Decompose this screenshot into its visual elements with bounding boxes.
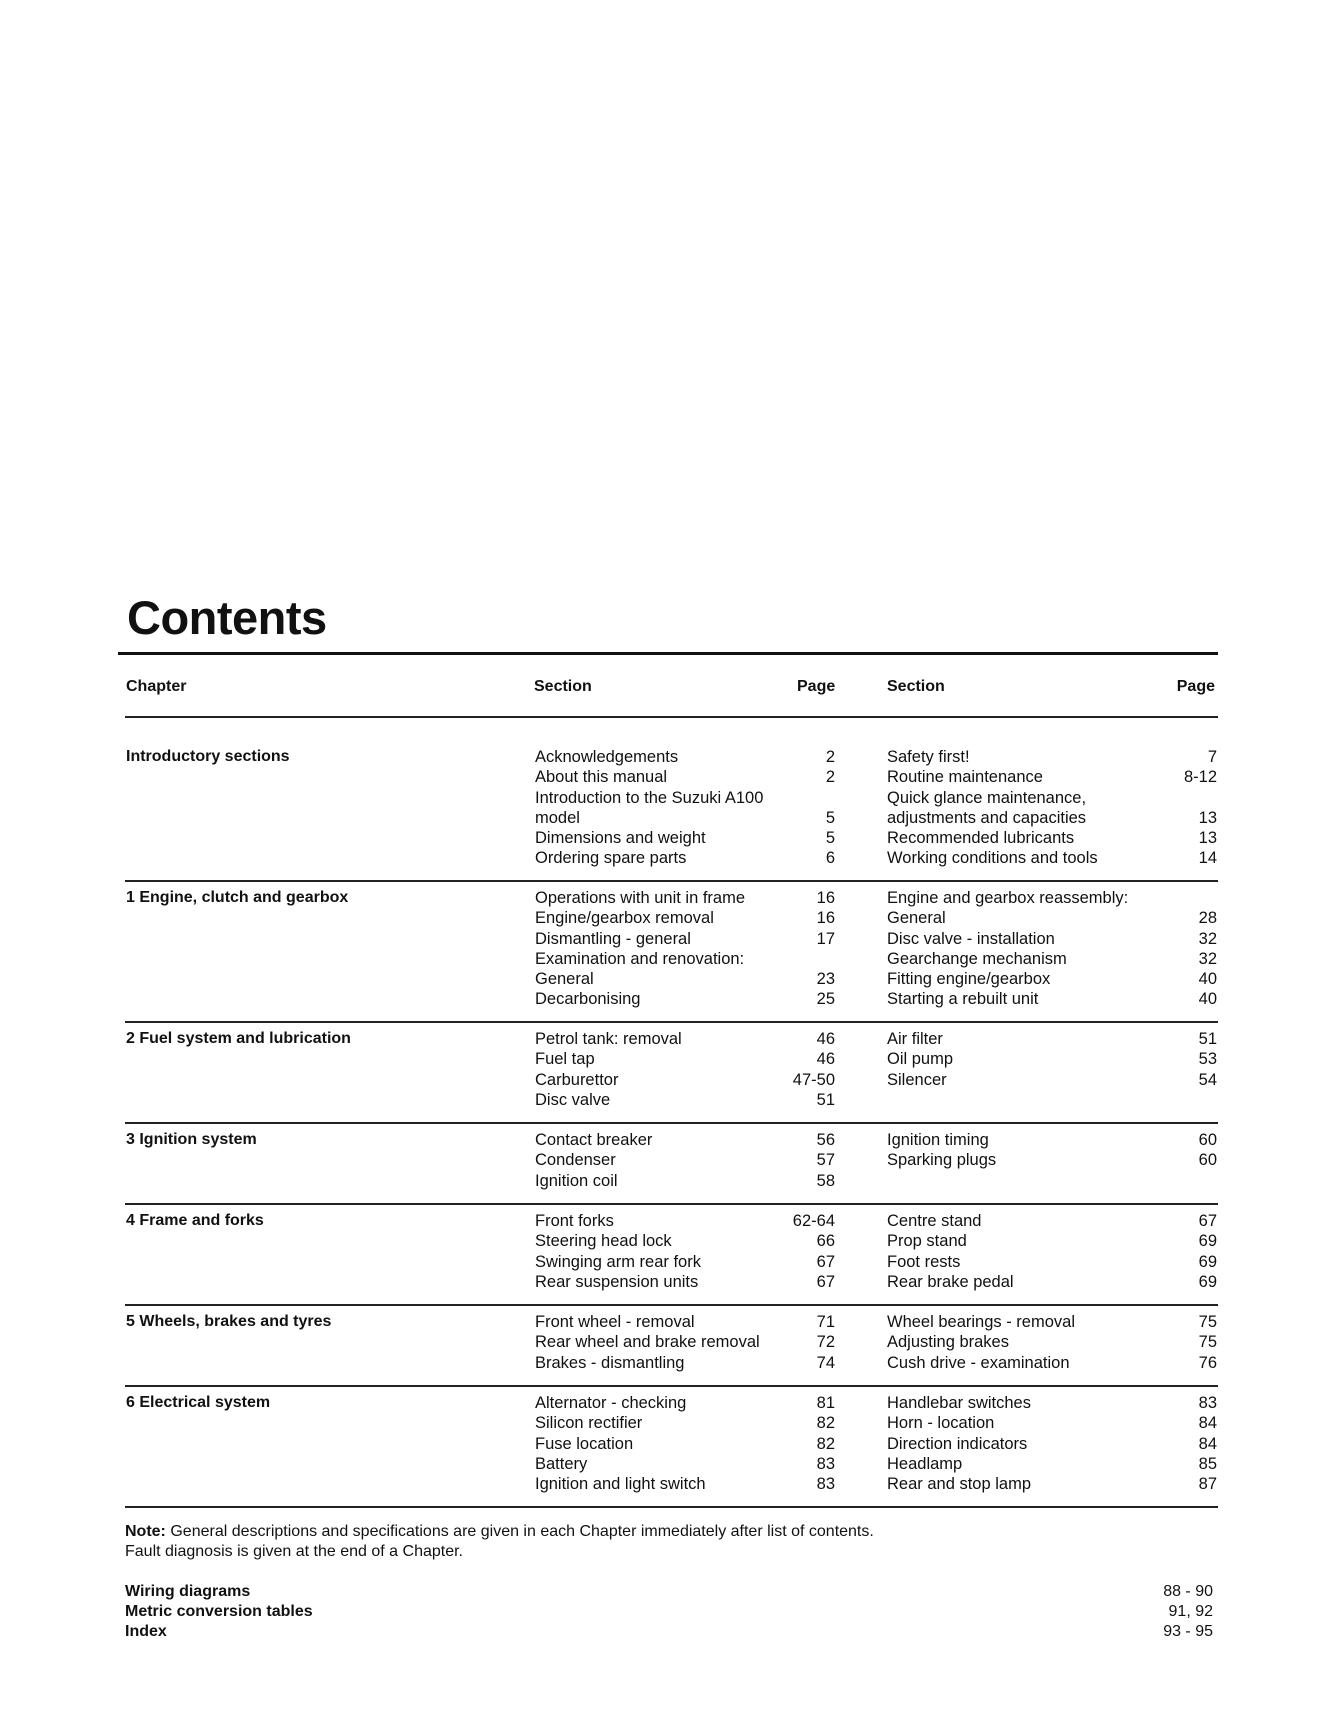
toc-entry[interactable] <box>887 1272 1217 1292</box>
toc-entry-page: 46 <box>816 1050 835 1069</box>
chapter-label: 6 Electrical system <box>126 1394 271 1411</box>
appendix-entry[interactable] <box>125 1582 1218 1602</box>
toc-entry-page: 83 <box>1198 1394 1217 1412</box>
toc-entry-label: Introduction to the Suzuki A100 <box>535 788 764 807</box>
section-column-left <box>535 1130 835 1191</box>
toc-entry-page: 72 <box>816 1333 835 1352</box>
toc-entry[interactable] <box>535 989 835 1009</box>
chapter-divider <box>125 1304 1218 1306</box>
toc-entry-label: Rear suspension units <box>535 1272 699 1291</box>
toc-entry-label: Carburettor <box>535 1070 619 1089</box>
toc-entry[interactable] <box>887 1332 1217 1352</box>
section-column-right <box>887 1211 1217 1292</box>
toc-entry[interactable] <box>887 788 1217 808</box>
toc-entry[interactable] <box>535 1393 835 1413</box>
toc-entry-page: 14 <box>1198 849 1217 868</box>
toc-entry[interactable] <box>535 1353 835 1373</box>
toc-entry-label: Centre stand <box>887 1212 982 1230</box>
toc-entry[interactable] <box>887 1150 1217 1170</box>
toc-entry[interactable] <box>887 1231 1217 1251</box>
toc-entry-label: Engine and gearbox reassembly: <box>887 889 1129 907</box>
toc-entry-page: 67 <box>816 1272 835 1291</box>
toc-entry-label: Fuel tap <box>535 1050 595 1069</box>
appendix-list <box>125 1582 1218 1642</box>
toc-entry-page: 25 <box>816 990 835 1009</box>
header-section-right: Section <box>887 678 945 695</box>
toc-entry-page: 13 <box>1198 808 1217 827</box>
toc-entry-page: 87 <box>1198 1475 1217 1494</box>
toc-entry[interactable] <box>887 908 1217 928</box>
toc-entry[interactable] <box>535 808 835 828</box>
toc-entry-label: Cush drive - examination <box>887 1353 1070 1372</box>
appendix-entry-page: 93 - 95 <box>1163 1623 1213 1640</box>
toc-entry-label: Foot rests <box>887 1252 961 1271</box>
toc-entry-label: Rear brake pedal <box>887 1272 1014 1291</box>
toc-entry-page: 67 <box>816 1252 835 1271</box>
toc-entry-page: 17 <box>816 929 835 948</box>
toc-entry-label: Routine maintenance <box>887 768 1043 787</box>
toc-entry[interactable] <box>887 1413 1217 1433</box>
section-column-right <box>887 1312 1217 1373</box>
chapter-label: 2 Fuel system and lubrication <box>126 1030 351 1047</box>
toc-entry[interactable] <box>535 1272 835 1292</box>
toc-entry-page: 46 <box>816 1030 835 1048</box>
toc-entry-page: 56 <box>816 1131 835 1149</box>
toc-entry-page: 16 <box>816 889 835 907</box>
toc-entry-label: model <box>535 808 580 827</box>
toc-entry-label: Alternator - checking <box>535 1394 687 1412</box>
section-column-right <box>887 1130 1217 1171</box>
appendix-entry-page: 91, 92 <box>1168 1603 1213 1620</box>
toc-entry[interactable] <box>887 929 1217 949</box>
section-column-left <box>535 1029 835 1110</box>
section-column-left <box>535 1312 835 1373</box>
toc-entry-page: 51 <box>1198 1030 1217 1048</box>
toc-entry-page: 74 <box>816 1353 835 1372</box>
toc-entry[interactable] <box>535 888 835 908</box>
toc-entry-label: Examination and renovation: <box>535 949 745 968</box>
toc-entry-page: 82 <box>816 1434 835 1453</box>
toc-entry[interactable] <box>535 949 835 969</box>
chapter-divider <box>125 1203 1218 1205</box>
chapter-label: 3 Ignition system <box>126 1131 257 1148</box>
chapter-label: Introductory sections <box>126 748 290 765</box>
toc-entry-label: Disc valve <box>535 1090 611 1109</box>
toc-entry-label: Petrol tank: removal <box>535 1030 682 1048</box>
toc-entry[interactable] <box>535 1434 835 1454</box>
toc-entry[interactable] <box>887 1130 1217 1150</box>
toc-entry-label: Working conditions and tools <box>887 849 1098 868</box>
toc-entry-label: Acknowledgements <box>535 748 679 766</box>
toc-entry-page: 83 <box>816 1475 835 1494</box>
appendix-entry-page: 88 - 90 <box>1163 1583 1213 1600</box>
chapter-divider <box>125 1021 1218 1023</box>
toc-entry-page: 53 <box>1198 1050 1217 1069</box>
toc-entry-page: 69 <box>1198 1232 1217 1251</box>
toc-entry[interactable] <box>887 848 1217 868</box>
section-column-left <box>535 888 835 1010</box>
toc-entry-page: 40 <box>1198 970 1217 989</box>
toc-entry-page: 13 <box>1198 829 1217 848</box>
toc-entry-label: General <box>887 909 946 928</box>
section-column-left <box>535 1211 835 1292</box>
toc-entry-page: 7 <box>1207 748 1217 766</box>
toc-entry-page: 83 <box>816 1454 835 1473</box>
toc-entry[interactable] <box>535 929 835 949</box>
toc-entry[interactable] <box>535 767 835 787</box>
note-line-2: Fault diagnosis is given at the end of a Chapter. <box>125 1543 463 1560</box>
toc-entry[interactable] <box>887 949 1217 969</box>
toc-entry[interactable] <box>535 1070 835 1090</box>
toc-entry[interactable] <box>535 1130 835 1150</box>
section-column-left <box>535 1393 835 1494</box>
toc-entry-label: Prop stand <box>887 1232 967 1251</box>
toc-entry[interactable] <box>887 1070 1217 1090</box>
toc-entry-page: 5 <box>825 829 835 848</box>
toc-entry-label: Ordering spare parts <box>535 849 687 868</box>
toc-entry[interactable] <box>887 1454 1217 1474</box>
toc-entry[interactable] <box>535 1090 835 1110</box>
toc-entry-label: Silencer <box>887 1070 947 1089</box>
toc-entry-label: Horn - location <box>887 1414 995 1433</box>
toc-entry[interactable] <box>887 1474 1217 1494</box>
toc-entry-label: Ignition timing <box>887 1131 989 1149</box>
toc-entry-page: 54 <box>1198 1070 1217 1089</box>
toc-entry-label: Gearchange mechanism <box>887 949 1067 968</box>
toc-entry-label: Dimensions and weight <box>535 829 706 848</box>
toc-entry-page: 16 <box>816 909 835 928</box>
toc-entry-page: 85 <box>1198 1454 1217 1473</box>
toc-entry-label: Recommended lubricants <box>887 829 1075 848</box>
toc-entry-page: 2 <box>825 748 835 766</box>
toc-entry[interactable] <box>535 1211 835 1231</box>
toc-entry-page: 67 <box>1198 1212 1217 1230</box>
section-column-right <box>887 1393 1217 1494</box>
toc-entry-page: 84 <box>1198 1414 1217 1433</box>
appendix-entry[interactable] <box>125 1622 1218 1642</box>
toc-entry[interactable] <box>887 1393 1217 1413</box>
toc-entry[interactable] <box>535 969 835 989</box>
header-section-left: Section <box>534 678 592 695</box>
toc-entry[interactable] <box>887 808 1217 828</box>
toc-entry[interactable] <box>535 747 835 767</box>
toc-entry-page: 82 <box>816 1414 835 1433</box>
toc-entry-page: 71 <box>816 1313 835 1331</box>
toc-entry[interactable] <box>887 767 1217 787</box>
appendix-entry[interactable] <box>125 1602 1218 1622</box>
title-rule <box>118 652 1218 655</box>
toc-entry-label: Swinging arm rear fork <box>535 1252 701 1271</box>
toc-entry-page: 81 <box>816 1394 835 1412</box>
toc-entry[interactable] <box>887 989 1217 1009</box>
toc-entry-page: 51 <box>816 1090 835 1109</box>
toc-entry-label: Rear and stop lamp <box>887 1475 1031 1494</box>
toc-entry-label: Direction indicators <box>887 1434 1028 1453</box>
toc-entry-label: Battery <box>535 1454 588 1473</box>
chapter-divider <box>125 880 1218 882</box>
toc-entry[interactable] <box>887 1312 1217 1332</box>
toc-entry-label: Sparking plugs <box>887 1151 997 1170</box>
toc-entry-label: Contact breaker <box>535 1131 653 1149</box>
note-line-1: General descriptions and specifications are given in each Chapter immediately after list of contents. <box>170 1523 874 1540</box>
header-page-left: Page <box>797 678 836 695</box>
toc-entry[interactable] <box>887 1049 1217 1069</box>
toc-entry-label: Steering head lock <box>535 1232 672 1251</box>
toc-entry-label: Front wheel - removal <box>535 1313 695 1331</box>
toc-entry-label: About this manual <box>535 768 668 787</box>
toc-entry[interactable] <box>535 1413 835 1433</box>
toc-entry-label: Handlebar switches <box>887 1394 1031 1412</box>
toc-entry[interactable] <box>887 1252 1217 1272</box>
toc-entry[interactable] <box>887 1353 1217 1373</box>
page-title: Contents <box>127 591 327 644</box>
section-column-right <box>887 888 1217 1010</box>
toc-entry[interactable] <box>535 908 835 928</box>
appendix-entry-label: Metric conversion tables <box>125 1603 313 1620</box>
toc-entry[interactable] <box>887 1029 1217 1049</box>
section-column-right <box>887 1029 1217 1090</box>
toc-entry[interactable] <box>535 848 835 868</box>
toc-entry-page: 28 <box>1198 909 1217 928</box>
toc-entry-label: Fuse location <box>535 1434 634 1453</box>
toc-entry-label: Front forks <box>535 1212 614 1230</box>
toc-entry-label: Safety first! <box>887 748 970 766</box>
toc-entry[interactable] <box>535 1332 835 1352</box>
toc-entry[interactable] <box>535 1171 835 1191</box>
toc-entry-label: Air filter <box>887 1030 943 1048</box>
toc-entry-label: Engine/gearbox removal <box>535 909 714 928</box>
toc-entry[interactable] <box>887 969 1217 989</box>
toc-entry[interactable] <box>535 788 835 808</box>
toc-entry-label: Headlamp <box>887 1454 963 1473</box>
toc-entry[interactable] <box>535 828 835 848</box>
toc-entry-label: Fitting engine/gearbox <box>887 970 1051 989</box>
toc-entry-label: Rear wheel and brake removal <box>535 1333 760 1352</box>
toc-entry[interactable] <box>887 1211 1217 1231</box>
toc-entry-page: 84 <box>1198 1434 1217 1453</box>
toc-entry-page: 66 <box>816 1232 835 1251</box>
toc-entry-label: Decarbonising <box>535 990 641 1009</box>
header-chapter: Chapter <box>126 678 187 695</box>
toc-entry-page: 60 <box>1198 1151 1217 1170</box>
chapter-divider <box>125 1385 1218 1387</box>
toc-entry-page: 23 <box>816 970 835 989</box>
section-column-right <box>887 747 1217 869</box>
toc-entry-label: Starting a rebuilt unit <box>887 990 1039 1009</box>
toc-entry-page: 57 <box>816 1151 835 1170</box>
toc-entry-page: 6 <box>825 849 835 868</box>
toc-entry[interactable] <box>535 1312 835 1332</box>
toc-entry-label: Oil pump <box>887 1050 954 1069</box>
toc-entry-page: 75 <box>1198 1313 1217 1331</box>
toc-entry[interactable] <box>887 1434 1217 1454</box>
toc-entry-page: 8-12 <box>1183 768 1217 787</box>
toc-entry[interactable] <box>535 1150 835 1170</box>
toc-entry[interactable] <box>535 1474 835 1494</box>
toc-entry-label: Ignition and light switch <box>535 1475 706 1494</box>
chapter-label: 1 Engine, clutch and gearbox <box>126 889 349 906</box>
toc-entry-page: 32 <box>1198 929 1217 948</box>
toc-entry[interactable] <box>535 1252 835 1272</box>
toc-entry[interactable] <box>887 888 1217 908</box>
toc-entry-label: General <box>535 970 594 989</box>
toc-entry[interactable] <box>535 1454 835 1474</box>
toc-entry-page: 60 <box>1198 1131 1217 1149</box>
toc-entry-label: Wheel bearings - removal <box>887 1313 1075 1331</box>
toc-entry-label: Adjusting brakes <box>887 1333 1009 1352</box>
toc-entry[interactable] <box>535 1049 835 1069</box>
chapter-label: 5 Wheels, brakes and tyres <box>126 1313 332 1330</box>
toc-entry[interactable] <box>887 828 1217 848</box>
chapter-divider <box>125 1122 1218 1124</box>
appendix-entry-label: Index <box>125 1623 167 1640</box>
toc-entry-page: 5 <box>825 808 835 827</box>
toc-entry-page: 47-50 <box>792 1070 835 1089</box>
note-prefix: Note: <box>125 1523 166 1540</box>
toc-entry-label: adjustments and capacities <box>887 808 1087 827</box>
toc-entry-label: Disc valve - installation <box>887 929 1055 948</box>
toc-entry-page: 2 <box>825 768 835 787</box>
header-page-right: Page <box>1176 678 1215 695</box>
toc-entry-label: Brakes - dismantling <box>535 1353 685 1372</box>
chapter-divider <box>125 1506 1218 1508</box>
toc-entry-label: Silicon rectifier <box>535 1414 643 1433</box>
toc-entry-label: Dismantling - general <box>535 929 691 948</box>
header-rule <box>125 716 1218 718</box>
toc-entry-page: 40 <box>1198 990 1217 1009</box>
toc-entry-label: Ignition coil <box>535 1171 618 1190</box>
toc-entry-page: 75 <box>1198 1333 1217 1352</box>
note <box>125 1522 874 1562</box>
toc-entry-page: 69 <box>1198 1252 1217 1271</box>
appendix-entry-label: Wiring diagrams <box>125 1583 251 1600</box>
toc-entry-page: 58 <box>816 1171 835 1190</box>
section-column-left <box>535 747 835 869</box>
toc-entry[interactable] <box>887 747 1217 767</box>
chapter-label: 4 Frame and forks <box>126 1212 264 1229</box>
toc-entry-page: 76 <box>1198 1353 1217 1372</box>
toc-entry-label: Condenser <box>535 1151 616 1170</box>
toc-entry-label: Operations with unit in frame <box>535 889 746 907</box>
toc-entry-page: 62-64 <box>792 1212 835 1230</box>
toc-entry-label: Quick glance maintenance, <box>887 788 1087 807</box>
toc-entry-page: 32 <box>1198 949 1217 968</box>
toc-entry-page: 69 <box>1198 1272 1217 1291</box>
toc-entry[interactable] <box>535 1029 835 1049</box>
toc-entry[interactable] <box>535 1231 835 1251</box>
